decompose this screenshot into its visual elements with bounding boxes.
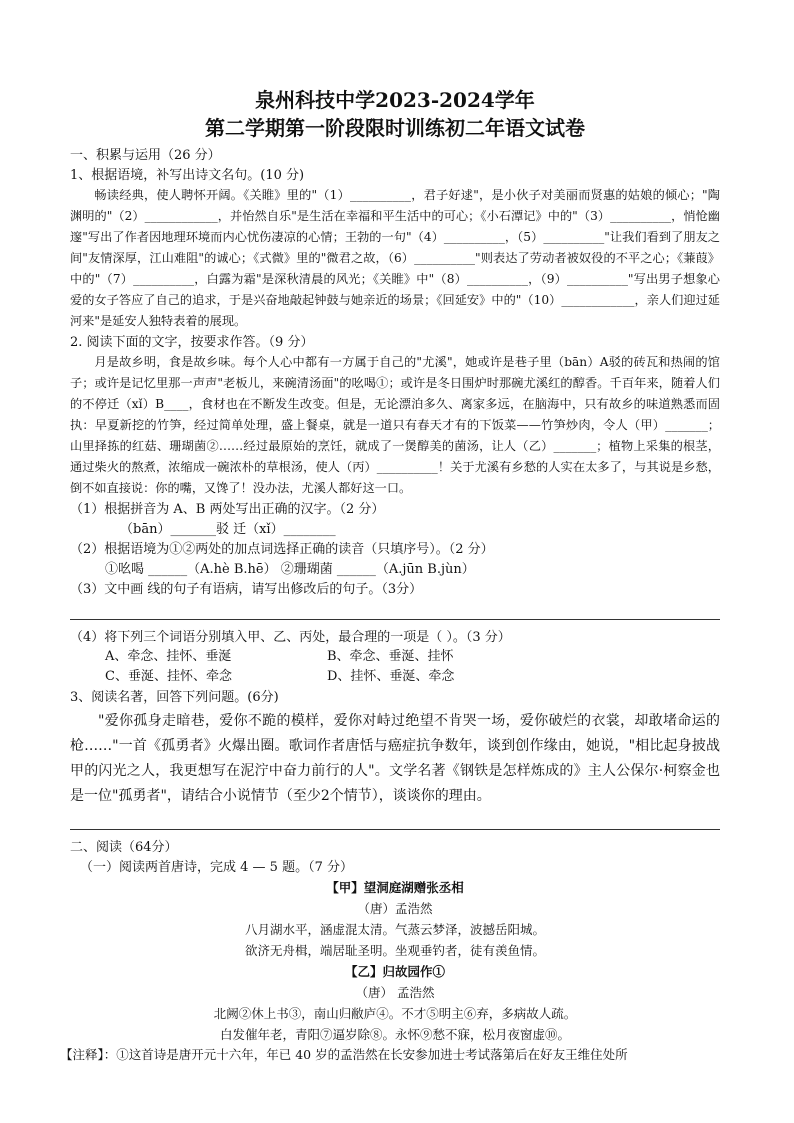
- exam-subtitle: 第二学期第一阶段限时训练初二年语文试卷: [205, 116, 585, 140]
- question-3-text: "爱你孤身走暗巷，爱你不跪的模样，爱你对峙过绝望不肯哭一场，爱你破烂的衣裳，却敢堵命运的枪……"一首《孤勇者》火爆出圈。歌词作者唐恬与癌症抗争数年，谈到创作缘由，她说，"相比起身披战甲的闪光之人，我更想写在泥泞中奋力前行的人"。文学名著《钢铁是怎样炼成的》主人公保尔·柯察金也是一位"孤勇者"，请结合小说情节（至少2个情节），谈谈你的理由。: [70, 713, 720, 804]
- poem-1-line: 欲济无舟楫，端居耻圣明。坐观垂钓者，徒有羡鱼情。: [244, 943, 545, 958]
- section-heading-part1: 一、积累与运用（26 分）: [70, 148, 221, 163]
- question-3-prompt: 3、阅读名著，回答下列问题。(6分): [70, 690, 279, 705]
- answer-line: [70, 619, 720, 620]
- poem-2-line: 北阙②休上书③，南山归敝庐④。不才⑤明主⑥弃，多病故人疏。: [213, 1006, 577, 1021]
- answer-line: [70, 829, 720, 830]
- option-d: D、挂怀、垂涎、牵念: [327, 669, 455, 684]
- question-2-sub4: （4）将下列三个词语分别填入甲、乙、丙处，最合理的一项是（ ）。（3 分）: [70, 630, 511, 645]
- poem-1-author: （唐）孟浩然: [357, 901, 433, 916]
- section-heading-part2: 二、阅读（64分）: [70, 840, 178, 855]
- question-2-sub3: （3）文中画 线的句子有语病，请写出修改后的句子。（3分）: [70, 582, 423, 597]
- option-a: A、牵念、挂怀、垂涎: [105, 649, 232, 664]
- poem-2-author: （唐） 孟浩然: [355, 985, 435, 1000]
- annotation-note: 【注释】：①这首诗是唐开元十六年，年已 40 岁的孟浩然在长安参加进士考试落第后在好友王维住处所: [60, 1047, 628, 1062]
- question-1-prompt: 1、根据语境，补写出诗文名句。(10 分): [70, 168, 305, 183]
- poem-2-title: 【乙】归故园作①: [344, 964, 445, 979]
- question-2-passage: 月是故乡明，食是故乡味。每个人心中都有一方属于自己的"尤溪"，她或许是巷子里（bān）A驳的砖瓦和热闹的馆子；或许是记忆里那一声声"老板儿，来碗清汤面"的吆喝①；或许是冬日围炉时那碗尤溪红的醇香。千百年来，随着人们的不停迁（xǐ）B____，食材也在不断发生改变。但是，无论漂泊多久、离家多远，在脑海中，只有故乡的味道熟悉而固执：早夏新挖的竹笋，经过简单处理，盛上餐桌，就是一道只有春天才有的下饭菜——竹笋炒肉，令人（甲）_______；山里择拣的红菇、珊瑚菌②……经过最原始的烹饪，就成了一煲醇美的菌汤，让人（乙）_______；植物上采集的根茎，通过柴火的熬煮，浓缩成一碗浓朴的草根汤，使人（丙）__________！关于尤溪有乡愁的人实在太多了，与其说是乡愁，倒不如直接说：你的嘴，又馋了！没办法，尤溪人都好这一口。: [70, 355, 720, 495]
- poem-2-line: 白发催年老，青阳⑦逼岁除⑧。永怀⑨愁不寐，松月夜窗虚⑩。: [219, 1027, 570, 1042]
- question-2-sub2-answer: ①吆喝 ______（A.hè B.hē） ②珊瑚菌 ______（A.jūn B.jùn）: [105, 562, 475, 577]
- option-b: B、牵念、垂涎、挂怀: [327, 649, 454, 664]
- exam-page: [60, 86, 720, 1065]
- question-2-sub1: （1）根据拼音为 A、B 两处写出正确的汉字。（2 分）: [70, 502, 385, 517]
- question-2-prompt: 2. 阅读下面的文字，按要求作答。（9 分）: [70, 335, 314, 350]
- question-2-sub2: （2）根据语境为①②两处的加点词选择正确的读音（只填序号）。（2 分）: [70, 542, 494, 557]
- poem-1-title: 【甲】望洞庭湖赠张丞相: [326, 880, 464, 895]
- option-c: C、垂涎、挂怀、牵念: [105, 669, 232, 684]
- poem-1-line: 八月湖水平，涵虚混太清。气蒸云梦泽，波撼岳阳城。: [244, 922, 545, 937]
- exam-title: 泉州科技中学2023-2024学年: [255, 88, 535, 112]
- question-1-text: 畅读经典，使人聘怀开阔。《关睢》里的"（1）__________，君子好逑"，是小伙子对美丽而贤惠的姑娘的倾心；"陶渊明的"（2）____________，并怡然自乐"是生活在幸福和平生活中的可心；《小石潭记》中的"（3）__________，悄怆幽邃"写出了作者因地理环境而内心忧伤凄凉的心情；王勃的一句"（4）__________，（5）__________"让我们看到了朋友之间"友情深厚，江山难阻"的诚心；《式微》里的"微君之故，（6）__________"则表达了劳动者被奴役的不平之心；《蒹葭》中的"（7）__________，白露为霜"是深秋清晨的风光；《关睢》中"（8）__________，（9）__________"写出男子想象心爱的女子答应了自己的追求，于是兴奋地敲起钟鼓与她亲近的场景；《回延安》中的"（10）____________，亲人们迎过延河来"是延安人独特表着的展现。: [70, 188, 720, 328]
- options-list: [70, 647, 720, 687]
- question-2-sub1-answer: （bān）_______驳 迁（xǐ）________: [120, 522, 336, 537]
- reading-subheading: （一）阅读两首唐诗，完成 4 — 5 题。（7 分）: [80, 860, 353, 875]
